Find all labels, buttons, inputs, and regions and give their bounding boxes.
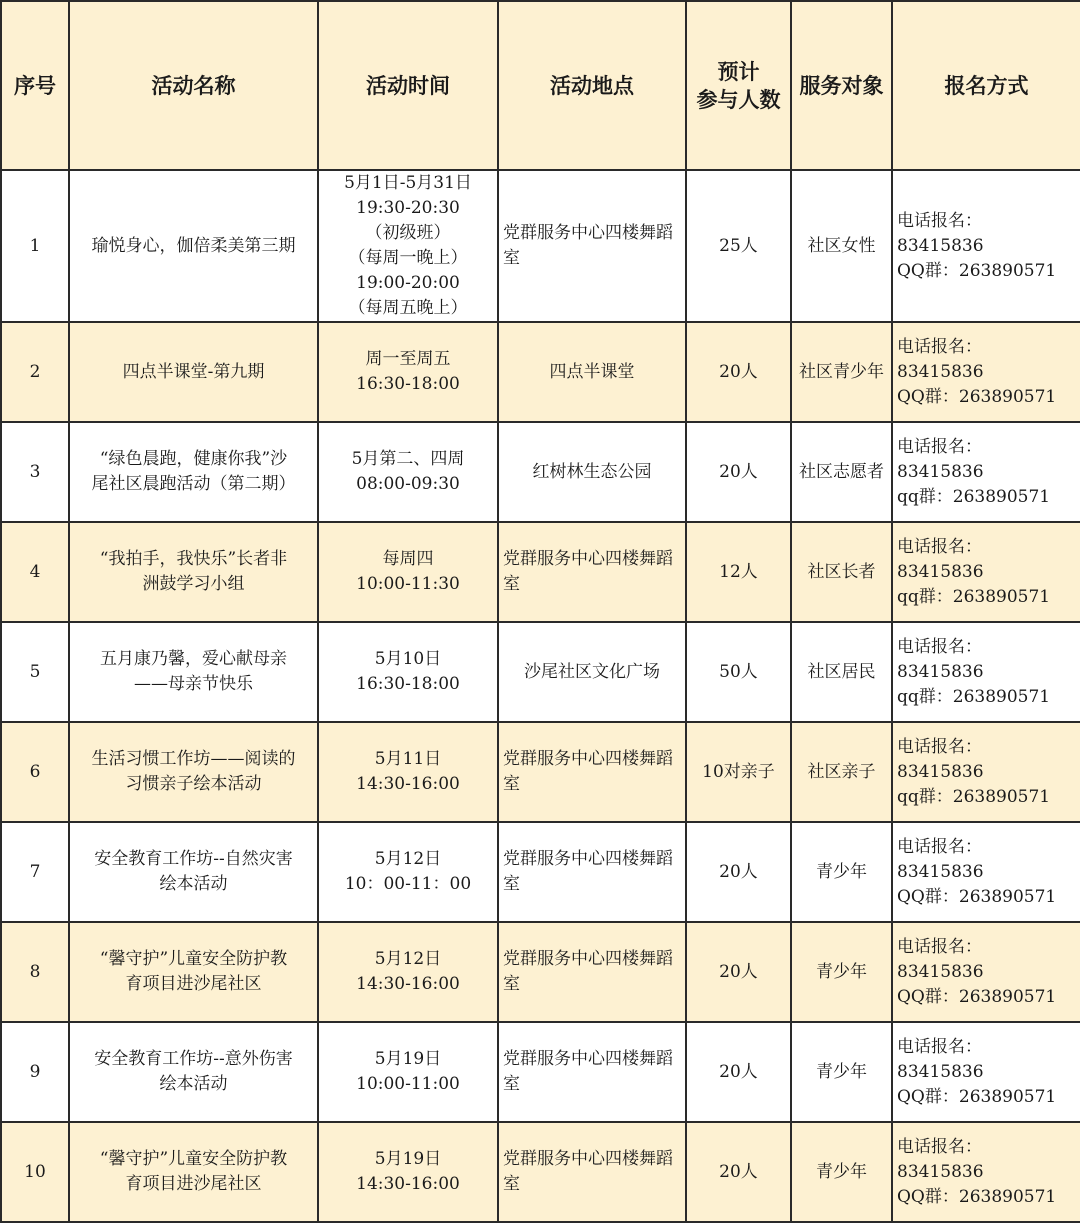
- signup-method-line: 83415836: [897, 1161, 984, 1182]
- activity-name: [69, 622, 318, 722]
- signup-method-line: qq群：263890571: [897, 586, 1051, 607]
- header-count-line1: 预计: [717, 58, 760, 84]
- activity-name: [69, 170, 318, 322]
- signup-method: [892, 822, 1080, 922]
- signup-method-line: qq群：263890571: [897, 486, 1051, 507]
- signup-method-line: QQ群：263890571: [897, 1186, 1057, 1207]
- signup-method-line: 83415836: [897, 561, 984, 582]
- activity-place: 党群服务中心四楼舞蹈室: [498, 522, 686, 622]
- header-count-line2: 参与人数: [696, 86, 781, 112]
- activity-place: 沙尾社区文化广场: [498, 622, 686, 722]
- activity-place: 红树林生态公园: [498, 422, 686, 522]
- row-number: 10: [1, 1122, 69, 1222]
- participant-count: 25人: [686, 170, 791, 322]
- activity-time-line: 周一至周五: [365, 349, 451, 369]
- participant-count: 20人: [686, 1022, 791, 1122]
- activity-time: [318, 522, 498, 622]
- signup-method-line: 83415836: [897, 1061, 984, 1082]
- activity-name-line: 瑜悦身心，伽倍柔美第三期: [91, 235, 296, 256]
- signup-method-line: 电话报名：: [897, 1136, 982, 1157]
- signup-method-line: 电话报名：: [897, 836, 982, 857]
- activity-time-line: 5月10日: [374, 649, 442, 669]
- activity-time-line: 14:30-16:00: [356, 974, 460, 994]
- activity-name-line: ——母亲节快乐: [134, 674, 253, 694]
- activity-place: 党群服务中心四楼舞蹈室: [498, 922, 686, 1022]
- signup-method-line: 电话报名：: [897, 636, 982, 657]
- activity-name-line: “我拍手，我快乐”长者非: [99, 549, 288, 569]
- activity-time-line: 5月11日: [374, 749, 442, 769]
- header-count: [686, 1, 791, 170]
- activity-name-line: 绘本活动: [159, 1074, 228, 1094]
- activity-name-line: 育项目进沙尾社区: [125, 1174, 262, 1194]
- activity-name-line: 洲鼓学习小组: [142, 574, 245, 594]
- activity-time-line: 10：00-11：00: [344, 874, 472, 894]
- signup-method: [892, 922, 1080, 1022]
- row-number: 6: [1, 722, 69, 822]
- participant-count: 10对亲子: [686, 722, 791, 822]
- signup-method-line: 电话报名：: [897, 1036, 982, 1057]
- participant-count: 20人: [686, 422, 791, 522]
- activity-time-line: 14:30-16:00: [356, 774, 460, 794]
- activity-name-line: 育项目进沙尾社区: [125, 974, 262, 994]
- activity-name: [69, 822, 318, 922]
- activity-place: 党群服务中心四楼舞蹈室: [498, 1022, 686, 1122]
- service-target: 青少年: [791, 922, 892, 1022]
- activity-time-line: 每周四: [382, 549, 434, 569]
- row-number: 5: [1, 622, 69, 722]
- signup-method-line: 83415836: [897, 361, 984, 382]
- activity-time-line: （初级班）: [365, 223, 451, 243]
- table-row: [1, 722, 1080, 822]
- signup-method-line: QQ群：263890571: [897, 260, 1057, 281]
- activity-time-line: 5月19日: [374, 1049, 442, 1069]
- service-target: 青少年: [791, 1022, 892, 1122]
- header-time: 活动时间: [318, 1, 498, 170]
- activity-time-line: 16:30-18:00: [356, 674, 460, 694]
- signup-method-line: 83415836: [897, 961, 984, 982]
- activity-time-line: （每周五晚上）: [348, 298, 468, 318]
- signup-method-line: 83415836: [897, 235, 984, 256]
- signup-method-line: 83415836: [897, 861, 984, 882]
- row-number: 4: [1, 522, 69, 622]
- activity-name-line: 尾社区晨跑活动（第二期）: [91, 474, 296, 494]
- activity-time-line: 19:30-20:30: [356, 198, 460, 218]
- table-row: [1, 522, 1080, 622]
- header-place: 活动地点: [498, 1, 686, 170]
- row-number: 2: [1, 322, 69, 422]
- activity-time-line: 5月12日: [374, 849, 442, 869]
- activity-time-line: 08:00-09:30: [356, 474, 460, 494]
- service-target: 社区居民: [791, 622, 892, 722]
- signup-method: [892, 522, 1080, 622]
- header-no: 序号: [1, 1, 69, 170]
- table-row: [1, 322, 1080, 422]
- activity-time: [318, 622, 498, 722]
- activity-name-line: “绿色晨跑，健康你我”沙: [99, 449, 288, 469]
- service-target: 社区志愿者: [791, 422, 892, 522]
- activity-time-line: （每周一晚上）: [348, 248, 468, 268]
- activity-time-line: 10:00-11:30: [356, 574, 460, 594]
- header-signup: 报名方式: [892, 1, 1080, 170]
- activity-name-line: 安全教育工作坊--自然灾害: [94, 849, 293, 869]
- header-target: 服务对象: [791, 1, 892, 170]
- signup-method-line: 电话报名：: [897, 936, 982, 957]
- signup-method-line: 电话报名：: [897, 536, 982, 557]
- activity-name: [69, 722, 318, 822]
- table-body: [1, 170, 1080, 1222]
- activity-name-line: 安全教育工作坊--意外伤害: [94, 1049, 293, 1069]
- signup-method-line: QQ群：263890571: [897, 1086, 1057, 1107]
- table-row: [1, 922, 1080, 1022]
- participant-count: 12人: [686, 522, 791, 622]
- table-row: [1, 1022, 1080, 1122]
- signup-method-line: 83415836: [897, 761, 984, 782]
- signup-method-line: 电话报名：: [897, 736, 982, 757]
- activity-time: [318, 170, 498, 322]
- row-number: 8: [1, 922, 69, 1022]
- signup-method: [892, 322, 1080, 422]
- signup-method-line: 电话报名：: [897, 210, 982, 231]
- activity-name-line: “馨守护”儿童安全防护教: [99, 949, 288, 969]
- signup-method-line: 83415836: [897, 661, 984, 682]
- activity-time: [318, 1022, 498, 1122]
- participant-count: 20人: [686, 1122, 791, 1222]
- signup-method-line: 电话报名：: [897, 336, 982, 357]
- service-target: 社区长者: [791, 522, 892, 622]
- signup-method-line: 电话报名：: [897, 436, 982, 457]
- signup-method-line: qq群：263890571: [897, 786, 1051, 807]
- activity-time: [318, 1122, 498, 1222]
- table-row: [1, 822, 1080, 922]
- service-target: 社区女性: [791, 170, 892, 322]
- activity-time-line: 16:30-18:00: [356, 374, 460, 394]
- activity-place: 党群服务中心四楼舞蹈室: [498, 1122, 686, 1222]
- row-number: 7: [1, 822, 69, 922]
- signup-method-line: 83415836: [897, 461, 984, 482]
- activity-place: 党群服务中心四楼舞蹈室: [498, 170, 686, 322]
- signup-method: [892, 170, 1080, 322]
- service-target: 社区青少年: [791, 322, 892, 422]
- signup-method-line: QQ群：263890571: [897, 386, 1057, 407]
- activity-name-line: 生活习惯工作坊——阅读的: [91, 749, 296, 769]
- signup-method: [892, 622, 1080, 722]
- activity-name-line: “馨守护”儿童安全防护教: [99, 1149, 288, 1169]
- activity-name-line: 习惯亲子绘本活动: [125, 774, 262, 794]
- activity-name: [69, 322, 318, 422]
- activity-time: [318, 322, 498, 422]
- activity-name: [69, 1122, 318, 1222]
- service-target: 社区亲子: [791, 722, 892, 822]
- activity-name: [69, 422, 318, 522]
- activity-time: [318, 922, 498, 1022]
- signup-method: [892, 1122, 1080, 1222]
- activity-place: 党群服务中心四楼舞蹈室: [498, 822, 686, 922]
- activity-time: [318, 722, 498, 822]
- participant-count: 20人: [686, 922, 791, 1022]
- row-number: 3: [1, 422, 69, 522]
- activity-name-line: 绘本活动: [159, 874, 228, 894]
- participant-count: 20人: [686, 822, 791, 922]
- signup-method: [892, 722, 1080, 822]
- row-number: 9: [1, 1022, 69, 1122]
- signup-method: [892, 422, 1080, 522]
- table-row: [1, 422, 1080, 522]
- header-row: [1, 1, 1080, 170]
- header-name: 活动名称: [69, 1, 318, 170]
- service-target: 青少年: [791, 822, 892, 922]
- activity-place: 四点半课堂: [498, 322, 686, 422]
- table-row: [1, 170, 1080, 322]
- activity-time: [318, 422, 498, 522]
- activity-time-line: 5月1日-5月31日: [344, 173, 472, 193]
- activity-time-line: 5月12日: [374, 949, 442, 969]
- activity-name: [69, 522, 318, 622]
- participant-count: 50人: [686, 622, 791, 722]
- row-number: 1: [1, 170, 69, 322]
- service-target: 青少年: [791, 1122, 892, 1222]
- participant-count: 20人: [686, 322, 791, 422]
- signup-method-line: QQ群：263890571: [897, 886, 1057, 907]
- activity-time-line: 5月19日: [374, 1149, 442, 1169]
- activity-time-line: 10:00-11:00: [356, 1074, 460, 1094]
- signup-method: [892, 1022, 1080, 1122]
- activity-time-line: 5月第二、四周: [351, 449, 465, 469]
- table-row: [1, 1122, 1080, 1222]
- activity-name-line: 四点半课堂-第九期: [122, 361, 265, 382]
- table-row: [1, 622, 1080, 722]
- activity-time: [318, 822, 498, 922]
- activity-name: [69, 922, 318, 1022]
- activity-name: [69, 1022, 318, 1122]
- signup-method-line: QQ群：263890571: [897, 986, 1057, 1007]
- activity-time-line: 14:30-16:00: [356, 1174, 460, 1194]
- activity-time-line: 19:00-20:00: [356, 273, 460, 293]
- signup-method-line: qq群：263890571: [897, 686, 1051, 707]
- activity-place: 党群服务中心四楼舞蹈室: [498, 722, 686, 822]
- activity-name-line: 五月康乃馨，爱心献母亲: [100, 649, 287, 669]
